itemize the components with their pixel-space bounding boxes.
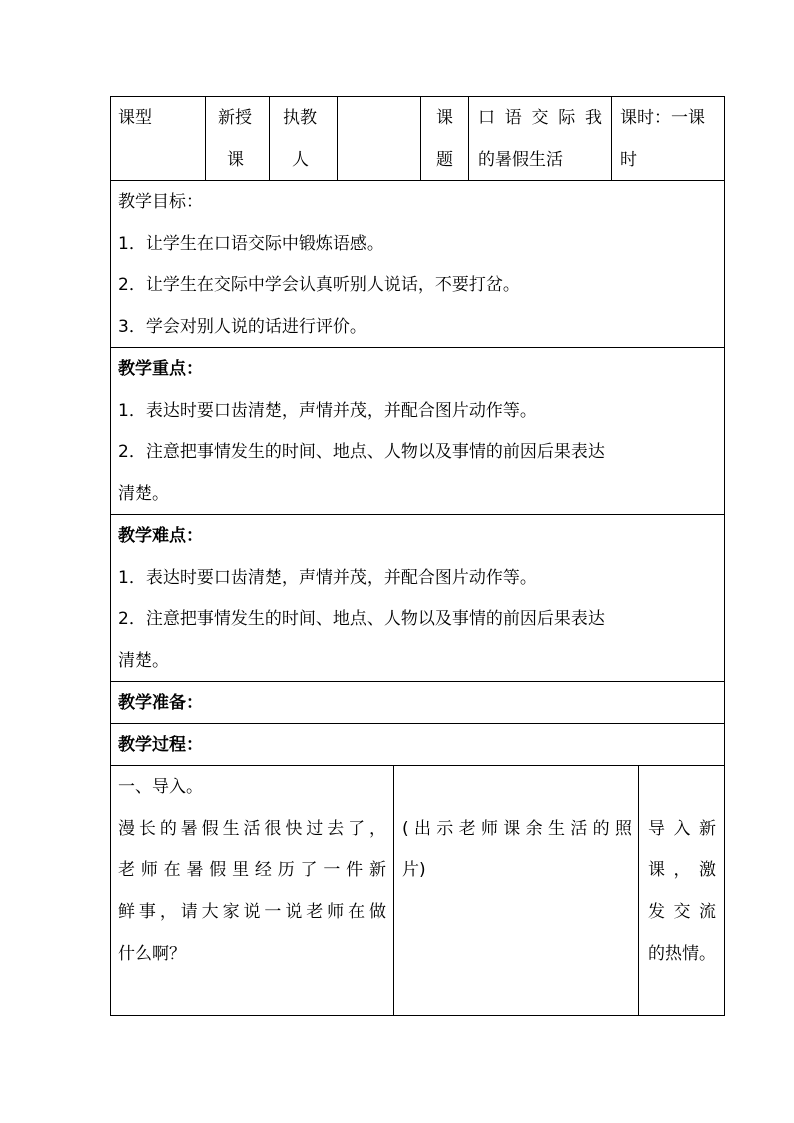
objective-item: 1．让学生在口语交际中锻炼语感。 bbox=[118, 234, 384, 254]
process-step-text: 什么啊？ bbox=[118, 944, 186, 964]
process-title: 教学过程： bbox=[118, 735, 203, 755]
objective-item: 3．学会对别人说的话进行评价。 bbox=[118, 317, 367, 337]
process-step-text: 漫长的暑假生活很快过去了， bbox=[118, 819, 386, 839]
difficulty-item: 2．注意把事情发生的时间、地点、人物以及事情的前因后果表达 bbox=[118, 609, 605, 629]
key-point-item: 清楚。 bbox=[118, 484, 169, 504]
topic-value: 的暑假生活 bbox=[478, 150, 563, 170]
topic-label: 课 bbox=[436, 108, 453, 128]
header-col-divider bbox=[205, 96, 206, 181]
process-teacher-action: (出示老师课余生活的照 bbox=[402, 819, 632, 839]
teacher-label: 执教 bbox=[283, 108, 317, 128]
process-teacher-action: 片) bbox=[402, 860, 426, 880]
header-col-divider bbox=[269, 96, 270, 181]
header-col-divider bbox=[611, 96, 612, 181]
course-type-label: 课型 bbox=[118, 108, 152, 128]
header-col-divider bbox=[337, 96, 338, 181]
process-col-divider bbox=[638, 765, 639, 1015]
course-type-value: 课 bbox=[227, 150, 244, 170]
process-col-divider bbox=[393, 765, 394, 1015]
teacher-label: 人 bbox=[292, 150, 309, 170]
process-step-text: 一、导入。 bbox=[118, 777, 203, 797]
difficulty-item: 1．表达时要口齿清楚，声情并茂，并配合图片动作等。 bbox=[118, 568, 537, 588]
key-points-title: 教学重点： bbox=[118, 359, 203, 379]
table-border-left bbox=[110, 96, 111, 1016]
difficulty-item: 清楚。 bbox=[118, 651, 169, 671]
key-point-item: 2．注意把事情发生的时间、地点、人物以及事情的前因后果表达 bbox=[118, 442, 605, 462]
table-border-right bbox=[724, 96, 725, 1016]
process-design-intent: 的热情。 bbox=[648, 944, 716, 964]
objective-item: 2．让学生在交际中学会认真听别人说话，不要打岔。 bbox=[118, 275, 520, 295]
course-type-value: 新授 bbox=[218, 108, 252, 128]
objectives-title: 教学目标： bbox=[118, 192, 203, 212]
period-value: 时 bbox=[620, 150, 637, 170]
process-design-intent: 发交流 bbox=[648, 902, 716, 922]
period-value: 课时：一课 bbox=[620, 108, 705, 128]
topic-value: 口语交际我 bbox=[478, 108, 602, 128]
topic-label: 题 bbox=[436, 150, 453, 170]
header-col-divider bbox=[468, 96, 469, 181]
preparation-title: 教学准备： bbox=[118, 693, 203, 713]
process-design-intent: 课，激 bbox=[648, 860, 716, 880]
process-step-text: 老师在暑假里经历了一件新 bbox=[118, 860, 386, 880]
process-step-text: 鲜事，请大家说一说老师在做 bbox=[118, 902, 386, 922]
process-design-intent: 导入新 bbox=[648, 819, 716, 839]
key-point-item: 1．表达时要口齿清楚，声情并茂，并配合图片动作等。 bbox=[118, 401, 537, 421]
header-col-divider bbox=[420, 96, 421, 181]
table-border-bottom bbox=[110, 1015, 725, 1016]
difficulties-title: 教学难点： bbox=[118, 526, 203, 546]
